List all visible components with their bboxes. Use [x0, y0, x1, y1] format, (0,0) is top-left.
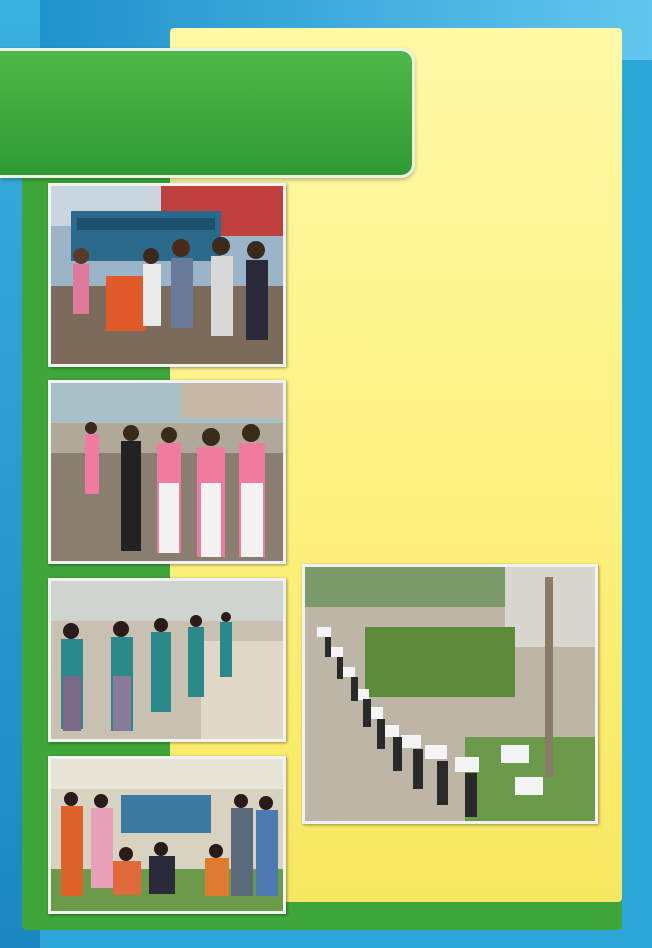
title-banner: [0, 48, 415, 178]
photo-women-rally: [48, 380, 286, 564]
photo-placard-rally: [302, 564, 598, 824]
intro-paragraph: [438, 50, 608, 71]
photo-awareness-event: [48, 183, 286, 367]
photo-students-march: [48, 578, 286, 742]
photo-tree-planting: [48, 756, 286, 914]
